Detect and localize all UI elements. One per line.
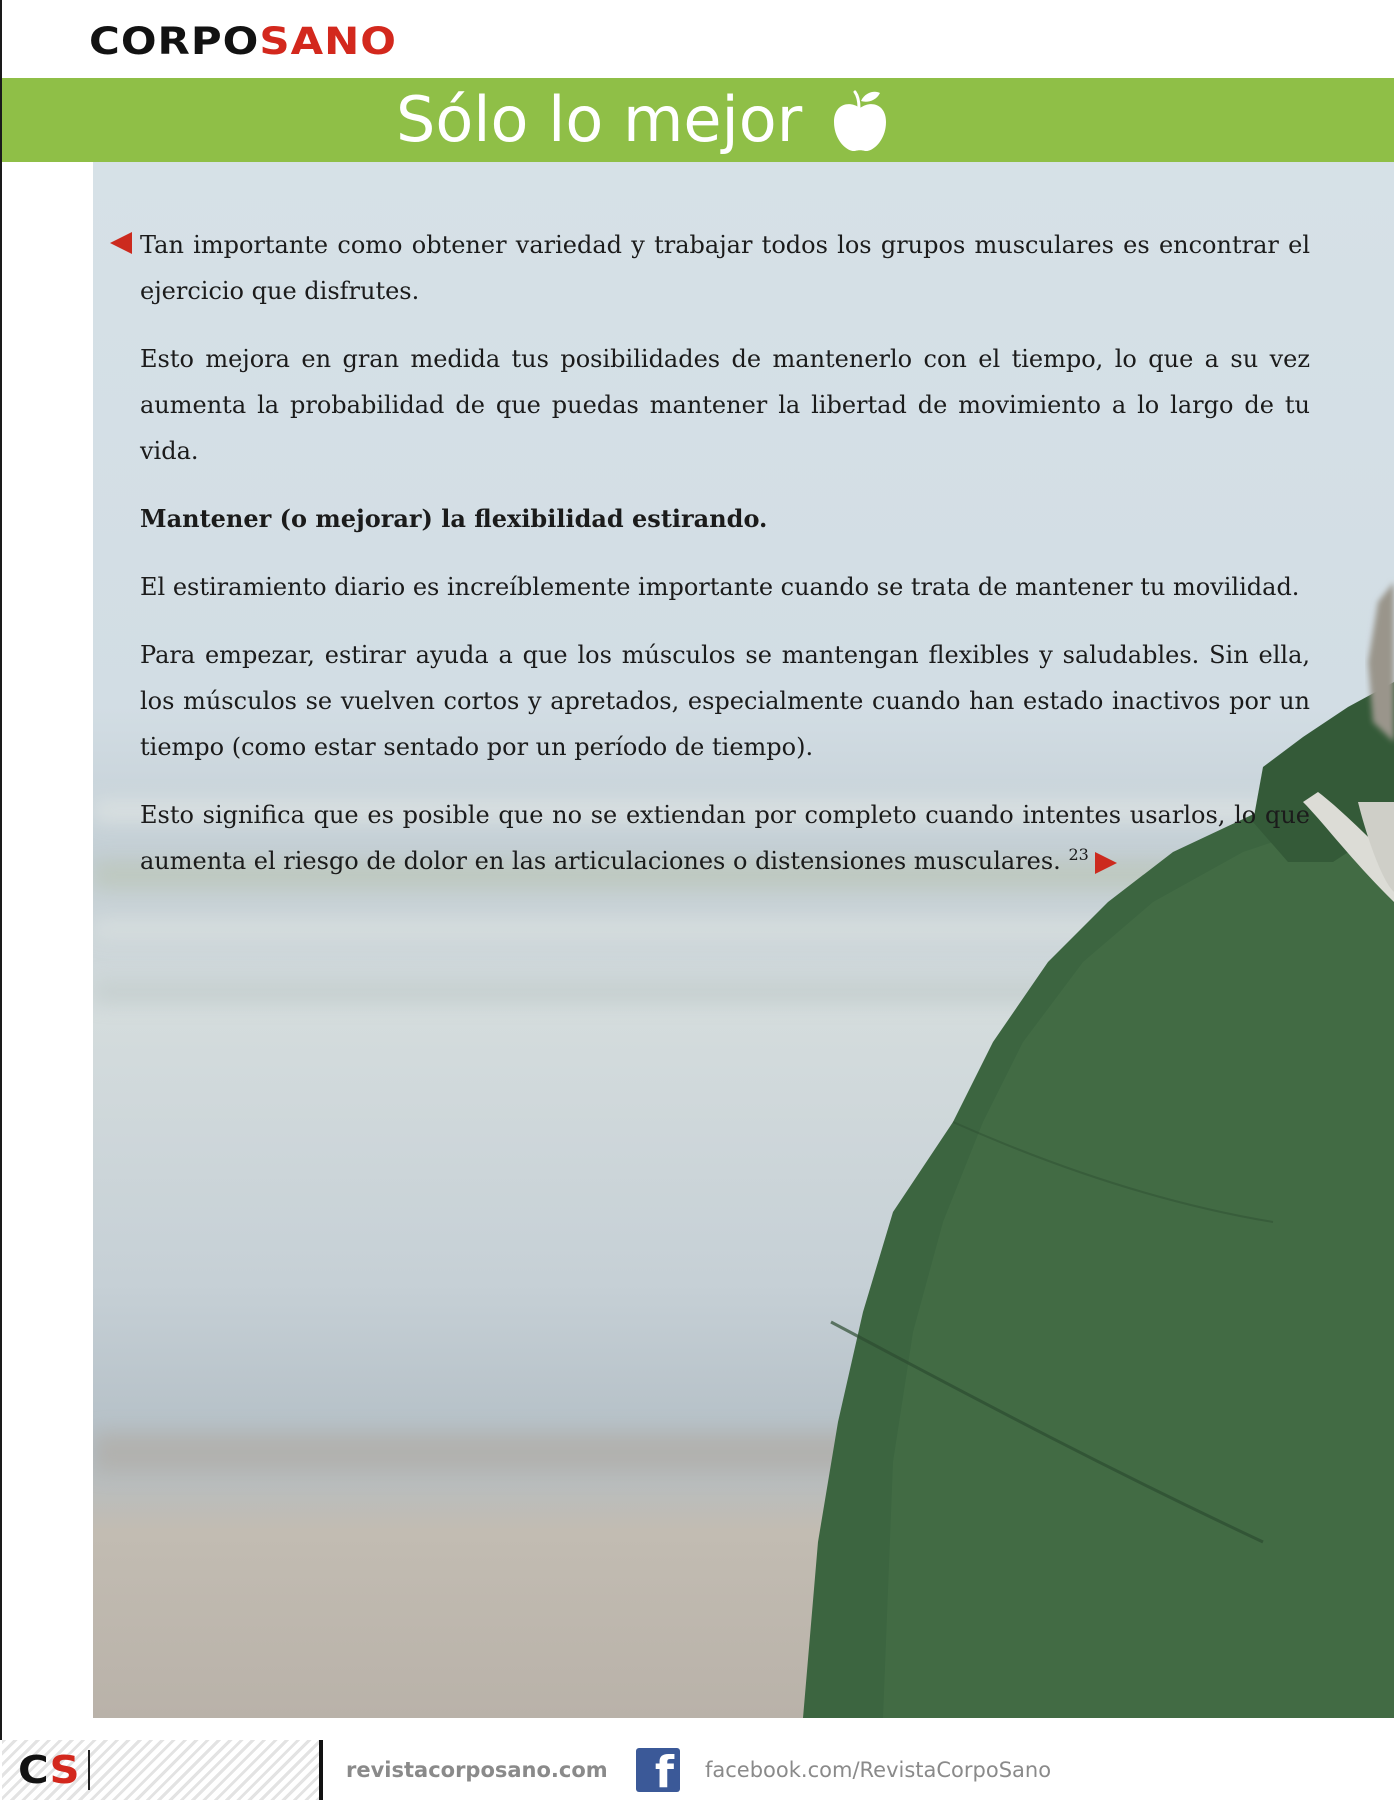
footer [0,1740,1394,1800]
page-left-rule [0,0,2,1800]
cs-logo-s: S [49,1748,80,1792]
paragraph-4: Para empezar, estirar ayuda a que los músculos se mantengan flexibles y saludables. Sin ella, los músculos se vuelven cortos y apretados, especialmente cuando han estado inactivos por un tiempo (como estar sentado por un período de tiempo). [140,641,1310,761]
cs-logo-c: C [18,1748,50,1792]
article-body [140,222,1310,906]
logo-part-corpo: CORPO [89,19,260,64]
paragraph-5 [140,792,1310,884]
cs-logo [18,1748,80,1792]
arrow-left-icon [110,232,132,254]
logo-part-sano: SANO [259,19,397,64]
section-title: Sólo lo mejor [396,83,803,156]
subheading: Mantener (o mejorar) la flexibilidad estirando. [140,504,768,533]
paragraph-1: Tan importante como obtener variedad y trabajar todos los grupos musculares es encontrar el ejercicio que disfrutes. [140,231,1310,305]
corposano-logo [89,20,397,63]
facebook-link[interactable]: facebook.com/RevistaCorpoSano [705,1758,1052,1782]
apple-icon [831,88,889,154]
paragraph-3: El estiramiento diario es increíblemente importante cuando se trata de mantener tu movilidad. [140,573,1300,601]
facebook-icon[interactable]: f [636,1748,680,1792]
paragraph-2: Esto mejora en gran medida tus posibilidades de mantenerlo con el tiempo, lo que a su vez aumenta la probabilidad de que puedas mantener la libertad de movimiento a lo largo de tu vida. [140,345,1310,465]
reference-number: 23 [1068,845,1089,864]
cs-logo-divider [88,1750,90,1790]
arrow-right-icon [1095,852,1117,874]
footer-divider [319,1740,323,1800]
website-link[interactable]: revistacorposano.com [346,1758,608,1782]
paragraph-5-text: Esto significa que es posible que no se extiendan por completo cuando intentes usarlos, lo que aumenta el riesgo de dolor en las articulaciones o distensiones musculares. [140,801,1310,875]
